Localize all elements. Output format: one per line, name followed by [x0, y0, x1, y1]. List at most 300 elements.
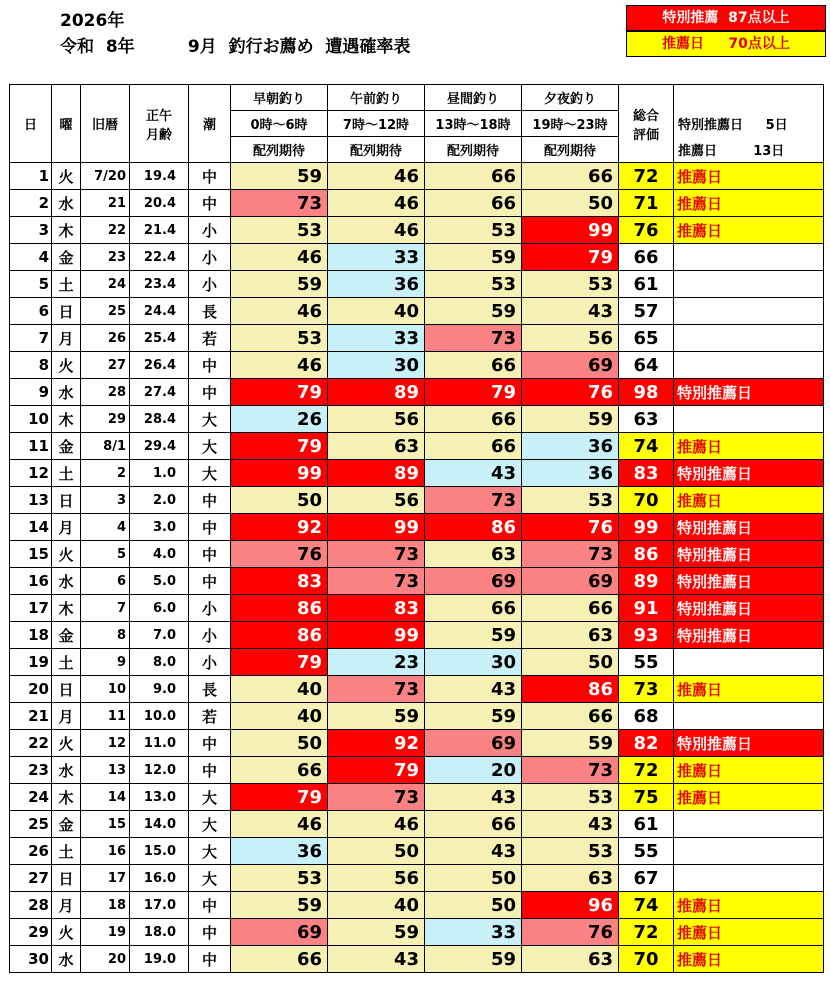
day-cell: 6: [10, 298, 52, 325]
moon-age-cell: 5.0: [130, 568, 189, 595]
expectation-cell: 83: [231, 568, 328, 595]
expectation-cell: 59: [425, 244, 522, 271]
weekday-cell: 火: [52, 352, 81, 379]
expectation-cell: 66: [425, 595, 522, 622]
table-row: [10, 406, 824, 433]
col-weekday-header: 曜: [52, 85, 81, 163]
moon-age-cell: 10.0: [130, 703, 189, 730]
expectation-cell: 59: [328, 703, 425, 730]
total-score-cell: 64: [619, 352, 674, 379]
tide-cell: 中: [189, 541, 231, 568]
expectation-cell: 66: [425, 190, 522, 217]
recommend-label-cell: [674, 703, 824, 730]
tide-cell: 大: [189, 865, 231, 892]
total-score-cell: 55: [619, 649, 674, 676]
expectation-cell: 83: [328, 595, 425, 622]
expectation-cell: 59: [522, 406, 619, 433]
expectation-cell: 59: [328, 919, 425, 946]
recommend-label-cell: 推薦日: [674, 163, 824, 190]
expectation-cell: 26: [231, 406, 328, 433]
recommend-label-cell: 推薦日: [674, 892, 824, 919]
expectation-cell: 50: [231, 487, 328, 514]
day-cell: 10: [10, 406, 52, 433]
period-time-evening: 19時～23時: [522, 111, 619, 137]
tide-cell: 大: [189, 433, 231, 460]
lunar-date-cell: 10: [81, 676, 130, 703]
day-cell: 8: [10, 352, 52, 379]
expectation-cell: 40: [231, 703, 328, 730]
tide-cell: 小: [189, 622, 231, 649]
tide-cell: 大: [189, 838, 231, 865]
table-row: [10, 379, 824, 406]
legend-special-recommend: 特別推薦 87点以上: [626, 5, 826, 31]
expectation-cell: 50: [328, 838, 425, 865]
table-body: [10, 163, 824, 973]
expectation-cell: 73: [328, 676, 425, 703]
expectation-cell: 73: [522, 541, 619, 568]
moon-age-cell: 19.4: [130, 163, 189, 190]
moon-age-cell: 16.0: [130, 865, 189, 892]
table-row: [10, 892, 824, 919]
weekday-cell: 月: [52, 325, 81, 352]
expectation-cell: 56: [522, 325, 619, 352]
day-cell: 16: [10, 568, 52, 595]
table-row: [10, 784, 824, 811]
expectation-cell: 40: [328, 298, 425, 325]
expectation-cell: 86: [231, 622, 328, 649]
lunar-date-cell: 24: [81, 271, 130, 298]
expectation-cell: 63: [522, 622, 619, 649]
moon-age-cell: 22.4: [130, 244, 189, 271]
expectation-cell: 36: [328, 271, 425, 298]
expectation-cell: 89: [328, 460, 425, 487]
table-row: [10, 568, 824, 595]
legend-recommended: 推薦日 70点以上: [626, 31, 826, 57]
expectation-cell: 79: [231, 784, 328, 811]
moon-age-cell: 29.4: [130, 433, 189, 460]
tide-cell: 中: [189, 919, 231, 946]
expectation-cell: 43: [522, 811, 619, 838]
total-score-cell: 61: [619, 271, 674, 298]
lunar-date-cell: 12: [81, 730, 130, 757]
lunar-date-cell: 3: [81, 487, 130, 514]
expectation-cell: 69: [231, 919, 328, 946]
expectation-cell: 63: [425, 541, 522, 568]
lunar-date-cell: 6: [81, 568, 130, 595]
table-row: [10, 622, 824, 649]
lunar-date-cell: 17: [81, 865, 130, 892]
tide-cell: 大: [189, 460, 231, 487]
expectation-cell: 86: [231, 595, 328, 622]
lunar-date-cell: 13: [81, 757, 130, 784]
expectation-cell: 59: [425, 946, 522, 973]
day-cell: 26: [10, 838, 52, 865]
table-row: [10, 541, 824, 568]
expectation-cell: 66: [231, 757, 328, 784]
expectation-cell: 50: [425, 865, 522, 892]
day-cell: 28: [10, 892, 52, 919]
recommend-label-cell: 特別推薦日: [674, 379, 824, 406]
expectation-cell: 59: [425, 298, 522, 325]
moon-age-cell: 15.0: [130, 838, 189, 865]
recommend-label-cell: [674, 298, 824, 325]
lunar-date-cell: 22: [81, 217, 130, 244]
moon-age-cell: 19.0: [130, 946, 189, 973]
expectation-cell: 76: [522, 379, 619, 406]
tide-cell: 中: [189, 757, 231, 784]
recommend-label-cell: [674, 649, 824, 676]
lunar-date-cell: 8: [81, 622, 130, 649]
moon-age-cell: 21.4: [130, 217, 189, 244]
period-name-early: 早朝釣り: [231, 85, 328, 111]
expectation-cell: 66: [425, 352, 522, 379]
recommend-label-cell: 推薦日: [674, 676, 824, 703]
expectation-cell: 40: [231, 676, 328, 703]
expectation-cell: 66: [425, 811, 522, 838]
tide-cell: 中: [189, 352, 231, 379]
expectation-cell: 46: [231, 298, 328, 325]
tide-cell: 大: [189, 406, 231, 433]
tide-cell: 小: [189, 244, 231, 271]
expectation-cell: 66: [425, 406, 522, 433]
moon-age-cell: 18.0: [130, 919, 189, 946]
expectation-cell: 92: [328, 730, 425, 757]
recommend-label-cell: 推薦日: [674, 946, 824, 973]
expectation-cell: 50: [231, 730, 328, 757]
probability-table: [9, 84, 824, 973]
expectation-cell: 53: [522, 784, 619, 811]
day-cell: 30: [10, 946, 52, 973]
day-cell: 14: [10, 514, 52, 541]
expectation-cell: 63: [522, 865, 619, 892]
recommend-label-cell: 特別推薦日: [674, 460, 824, 487]
table-row: [10, 757, 824, 784]
expectation-cell: 96: [522, 892, 619, 919]
expectation-cell: 66: [231, 946, 328, 973]
moon-age-cell: 11.0: [130, 730, 189, 757]
weekday-cell: 月: [52, 514, 81, 541]
total-score-cell: 75: [619, 784, 674, 811]
total-score-cell: 65: [619, 325, 674, 352]
expectation-cell: 33: [328, 325, 425, 352]
expectation-cell: 36: [522, 433, 619, 460]
period-sub-morning: 配列期待: [328, 137, 425, 163]
tide-cell: 中: [189, 487, 231, 514]
recommend-label-cell: 推薦日: [674, 487, 824, 514]
table-row: [10, 433, 824, 460]
day-cell: 19: [10, 649, 52, 676]
moon-age-line1: 正午: [145, 108, 172, 124]
weekday-cell: 水: [52, 946, 81, 973]
expectation-cell: 36: [522, 460, 619, 487]
day-cell: 27: [10, 865, 52, 892]
moon-age-cell: 28.4: [130, 406, 189, 433]
expectation-cell: 79: [231, 379, 328, 406]
moon-age-cell: 26.4: [130, 352, 189, 379]
recommend-label-cell: 特別推薦日: [674, 730, 824, 757]
expectation-cell: 66: [425, 163, 522, 190]
weekday-cell: 水: [52, 379, 81, 406]
expectation-cell: 79: [522, 244, 619, 271]
expectation-cell: 99: [522, 217, 619, 244]
lunar-date-cell: 7/20: [81, 163, 130, 190]
lunar-date-cell: 28: [81, 379, 130, 406]
day-cell: 3: [10, 217, 52, 244]
table-row: [10, 838, 824, 865]
table-row: [10, 244, 824, 271]
col-lunar-header: 旧暦: [81, 85, 130, 163]
recommend-label-cell: [674, 865, 824, 892]
period-sub-daytime: 配列期待: [425, 137, 522, 163]
expectation-cell: 46: [231, 352, 328, 379]
total-score-cell: 55: [619, 838, 674, 865]
expectation-cell: 40: [328, 892, 425, 919]
summary-special-count: 特別推薦日 5日: [674, 111, 824, 137]
period-name-morning: 午前釣り: [328, 85, 425, 111]
total-score-cell: 57: [619, 298, 674, 325]
lunar-date-cell: 15: [81, 811, 130, 838]
col-day-header: 日: [10, 85, 52, 163]
moon-age-cell: 25.4: [130, 325, 189, 352]
tide-cell: 若: [189, 703, 231, 730]
lunar-date-cell: 7: [81, 595, 130, 622]
moon-age-cell: 8.0: [130, 649, 189, 676]
weekday-cell: 土: [52, 649, 81, 676]
day-cell: 1: [10, 163, 52, 190]
lunar-date-cell: 21: [81, 190, 130, 217]
period-name-daytime: 昼間釣り: [425, 85, 522, 111]
expectation-cell: 53: [425, 271, 522, 298]
expectation-cell: 79: [328, 757, 425, 784]
recommend-label-cell: 特別推薦日: [674, 514, 824, 541]
period-sub-evening: 配列期待: [522, 137, 619, 163]
table-row: [10, 298, 824, 325]
expectation-cell: 53: [231, 865, 328, 892]
day-cell: 23: [10, 757, 52, 784]
weekday-cell: 火: [52, 919, 81, 946]
recommend-label-cell: [674, 406, 824, 433]
expectation-cell: 43: [425, 676, 522, 703]
table-row: [10, 271, 824, 298]
expectation-cell: 76: [522, 919, 619, 946]
recommend-label-cell: 特別推薦日: [674, 568, 824, 595]
tide-cell: 中: [189, 163, 231, 190]
total-score-cell: 99: [619, 514, 674, 541]
moon-age-cell: 3.0: [130, 514, 189, 541]
expectation-cell: 63: [328, 433, 425, 460]
weekday-cell: 火: [52, 163, 81, 190]
page-title: 令和 8年 9月 釣行お薦め 遭遇確率表: [60, 37, 411, 57]
moon-age-cell: 13.0: [130, 784, 189, 811]
expectation-cell: 79: [231, 649, 328, 676]
weekday-cell: 金: [52, 811, 81, 838]
day-cell: 12: [10, 460, 52, 487]
tide-cell: 中: [189, 379, 231, 406]
expectation-cell: 59: [231, 271, 328, 298]
moon-age-cell: 14.0: [130, 811, 189, 838]
expectation-cell: 73: [522, 757, 619, 784]
tide-cell: 中: [189, 730, 231, 757]
day-cell: 7: [10, 325, 52, 352]
total-score-cell: 86: [619, 541, 674, 568]
period-time-morning: 7時～12時: [328, 111, 425, 137]
expectation-cell: 59: [231, 892, 328, 919]
col-total-header: [619, 85, 674, 163]
expectation-cell: 69: [522, 352, 619, 379]
expectation-cell: 69: [425, 730, 522, 757]
moon-age-cell: 17.0: [130, 892, 189, 919]
tide-cell: 中: [189, 892, 231, 919]
expectation-cell: 43: [328, 946, 425, 973]
expectation-cell: 59: [231, 163, 328, 190]
table-row: [10, 514, 824, 541]
expectation-cell: 53: [231, 217, 328, 244]
total-score-cell: 63: [619, 406, 674, 433]
day-cell: 22: [10, 730, 52, 757]
tide-cell: 長: [189, 676, 231, 703]
lunar-date-cell: 5: [81, 541, 130, 568]
lunar-date-cell: 8/1: [81, 433, 130, 460]
weekday-cell: 月: [52, 703, 81, 730]
expectation-cell: 43: [425, 784, 522, 811]
expectation-cell: 89: [328, 379, 425, 406]
summary-recommended-count: 推薦日 13日: [674, 137, 824, 163]
expectation-cell: 30: [425, 649, 522, 676]
expectation-cell: 66: [522, 163, 619, 190]
recommend-label-cell: 特別推薦日: [674, 541, 824, 568]
moon-age-cell: 20.4: [130, 190, 189, 217]
tide-cell: 中: [189, 568, 231, 595]
tide-cell: 大: [189, 811, 231, 838]
expectation-cell: 73: [328, 784, 425, 811]
expectation-cell: 66: [425, 433, 522, 460]
day-cell: 2: [10, 190, 52, 217]
total-score-cell: 98: [619, 379, 674, 406]
total-score-cell: 76: [619, 217, 674, 244]
tide-cell: 長: [189, 298, 231, 325]
expectation-cell: 33: [328, 244, 425, 271]
expectation-cell: 53: [522, 271, 619, 298]
table-row: [10, 217, 824, 244]
table-row: [10, 865, 824, 892]
expectation-cell: 23: [328, 649, 425, 676]
day-cell: 18: [10, 622, 52, 649]
expectation-cell: 76: [522, 514, 619, 541]
recommend-label-cell: 推薦日: [674, 757, 824, 784]
weekday-cell: 金: [52, 433, 81, 460]
moon-age-line2: 月齢: [145, 127, 172, 143]
tide-cell: 小: [189, 649, 231, 676]
day-cell: 29: [10, 919, 52, 946]
expectation-cell: 53: [231, 325, 328, 352]
expectation-cell: 33: [425, 919, 522, 946]
expectation-cell: 43: [522, 298, 619, 325]
expectation-cell: 59: [425, 703, 522, 730]
lunar-date-cell: 20: [81, 946, 130, 973]
day-cell: 4: [10, 244, 52, 271]
expectation-cell: 73: [425, 487, 522, 514]
weekday-cell: 火: [52, 541, 81, 568]
weekday-cell: 土: [52, 838, 81, 865]
total-score-cell: 89: [619, 568, 674, 595]
recommend-label-cell: [674, 838, 824, 865]
table-row: [10, 595, 824, 622]
weekday-cell: 木: [52, 595, 81, 622]
day-cell: 21: [10, 703, 52, 730]
table-row: [10, 649, 824, 676]
lunar-date-cell: 29: [81, 406, 130, 433]
table-row: [10, 703, 824, 730]
lunar-date-cell: 25: [81, 298, 130, 325]
table-row: [10, 352, 824, 379]
weekday-cell: 火: [52, 730, 81, 757]
day-cell: 15: [10, 541, 52, 568]
day-cell: 13: [10, 487, 52, 514]
recommend-label-cell: 特別推薦日: [674, 595, 824, 622]
table-row: [10, 460, 824, 487]
lunar-date-cell: 23: [81, 244, 130, 271]
weekday-cell: 水: [52, 568, 81, 595]
summary-blank: [674, 85, 824, 111]
total-score-cell: 66: [619, 244, 674, 271]
moon-age-cell: 7.0: [130, 622, 189, 649]
day-cell: 20: [10, 676, 52, 703]
expectation-cell: 63: [522, 946, 619, 973]
total-score-cell: 61: [619, 811, 674, 838]
recommend-label-cell: [674, 271, 824, 298]
expectation-cell: 59: [522, 730, 619, 757]
recommend-label-cell: [674, 811, 824, 838]
table-row: [10, 946, 824, 973]
expectation-cell: 46: [328, 217, 425, 244]
recommend-label-cell: 推薦日: [674, 919, 824, 946]
recommend-label-cell: [674, 352, 824, 379]
expectation-cell: 73: [425, 325, 522, 352]
day-cell: 25: [10, 811, 52, 838]
period-sub-early: 配列期待: [231, 137, 328, 163]
expectation-cell: 43: [425, 838, 522, 865]
expectation-cell: 36: [231, 838, 328, 865]
expectation-cell: 66: [522, 595, 619, 622]
tide-cell: 小: [189, 217, 231, 244]
expectation-cell: 46: [328, 811, 425, 838]
expectation-cell: 53: [425, 217, 522, 244]
expectation-cell: 56: [328, 865, 425, 892]
day-cell: 24: [10, 784, 52, 811]
tide-cell: 小: [189, 595, 231, 622]
table-row: [10, 811, 824, 838]
total-score-cell: 74: [619, 433, 674, 460]
total-score-cell: 70: [619, 487, 674, 514]
lunar-date-cell: 16: [81, 838, 130, 865]
total-score-cell: 82: [619, 730, 674, 757]
lunar-date-cell: 9: [81, 649, 130, 676]
expectation-cell: 86: [522, 676, 619, 703]
recommend-label-cell: 推薦日: [674, 217, 824, 244]
lunar-date-cell: 19: [81, 919, 130, 946]
expectation-cell: 92: [231, 514, 328, 541]
expectation-cell: 43: [425, 460, 522, 487]
moon-age-cell: 4.0: [130, 541, 189, 568]
weekday-cell: 木: [52, 406, 81, 433]
expectation-cell: 46: [328, 190, 425, 217]
expectation-cell: 50: [522, 190, 619, 217]
total-score-cell: 74: [619, 892, 674, 919]
weekday-cell: 日: [52, 676, 81, 703]
expectation-cell: 66: [522, 703, 619, 730]
lunar-date-cell: 11: [81, 703, 130, 730]
moon-age-cell: 2.0: [130, 487, 189, 514]
